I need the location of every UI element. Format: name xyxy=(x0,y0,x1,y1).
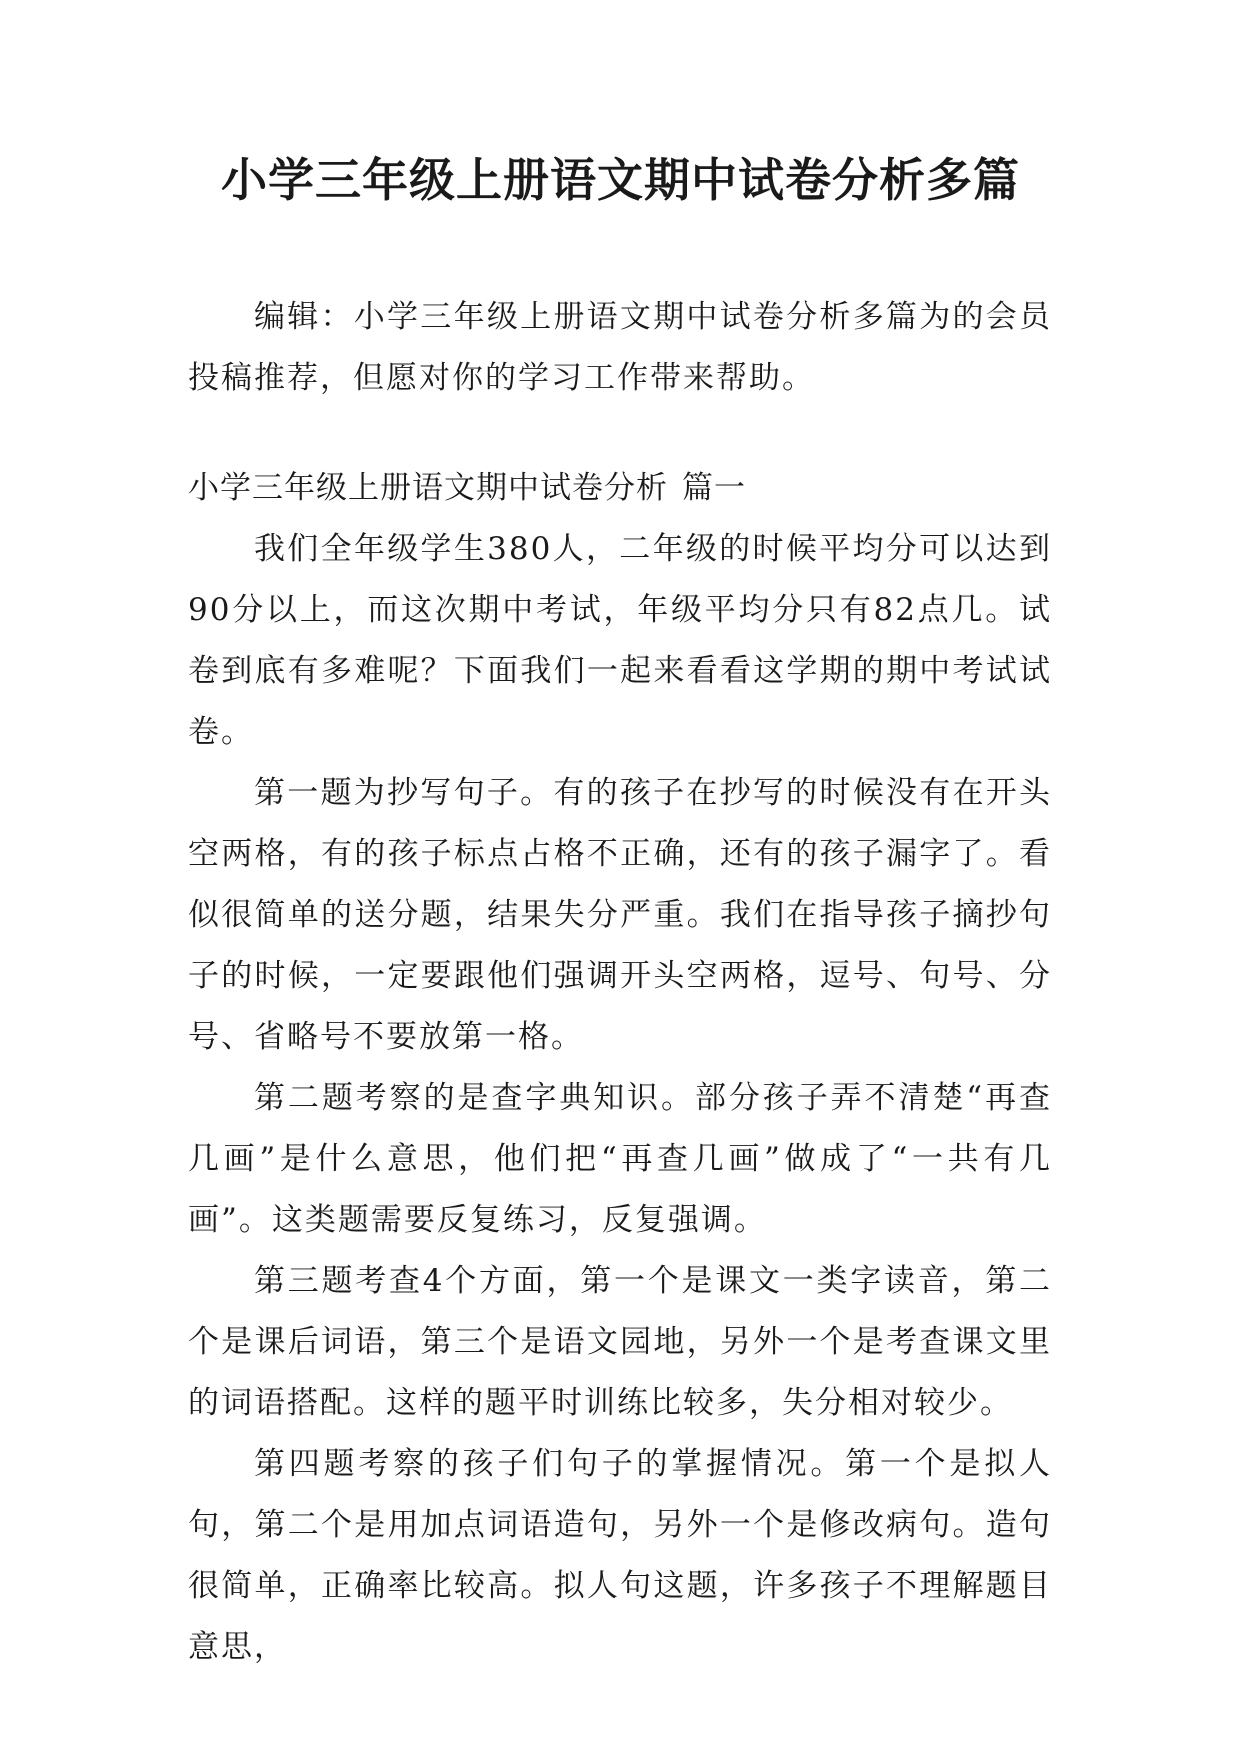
intro-paragraph: 编辑：小学三年级上册语文期中试卷分析多篇为的会员投稿推荐，但愿对你的学习工作带来帮助。 xyxy=(188,299,1052,396)
document-title: 小学三年级上册语文期中试卷分析多篇 xyxy=(221,153,1020,207)
body-paragraph-4: 第三题考查4个方面，第一个是课文一类字读音，第二个是课后词语，第三个是语文园地，另外一个是考查课文里的词语搭配。这样的题平时训练比较多，失分相对较少。 xyxy=(188,1263,1052,1421)
section-heading-text: 小学三年级上册语文期中试卷分析 xyxy=(188,470,668,506)
body-paragraph-1: 我们全年级学生380人，二年级的时候平均分可以达到90分以上，而这次期中考试，年级平均分只有82点几。试卷到底有多难呢？下面我们一起来看看这学期的期中考试试卷。 xyxy=(188,531,1052,750)
body-paragraph-5: 第四题考察的孩子们句子的掌握情况。第一个是拟人句，第二个是用加点词语造句，另外一个是修改病句。造句很简单，正确率比较高。拟人句这题，许多孩子不理解题目意思， xyxy=(188,1446,1052,1665)
section-heading xyxy=(188,458,746,519)
body-paragraph-3: 第二题考察的是查字典知识。部分孩子弄不清楚“再查几画”是什么意思，他们把“再查几画”做成了“一共有几画”。这类题需要反复练习，反复强调。 xyxy=(188,1080,1052,1238)
body-paragraph-2: 第一题为抄写句子。有的孩子在抄写的时候没有在开头空两格，有的孩子标点占格不正确，还有的孩子漏字了。看似很简单的送分题，结果失分严重。我们在指导孩子摘抄句子的时候，一定要跟他们强调开头空两格，逗号、句号、分号、省略号不要放第一格。 xyxy=(188,775,1052,1055)
section-heading-part: 篇一 xyxy=(682,470,746,506)
